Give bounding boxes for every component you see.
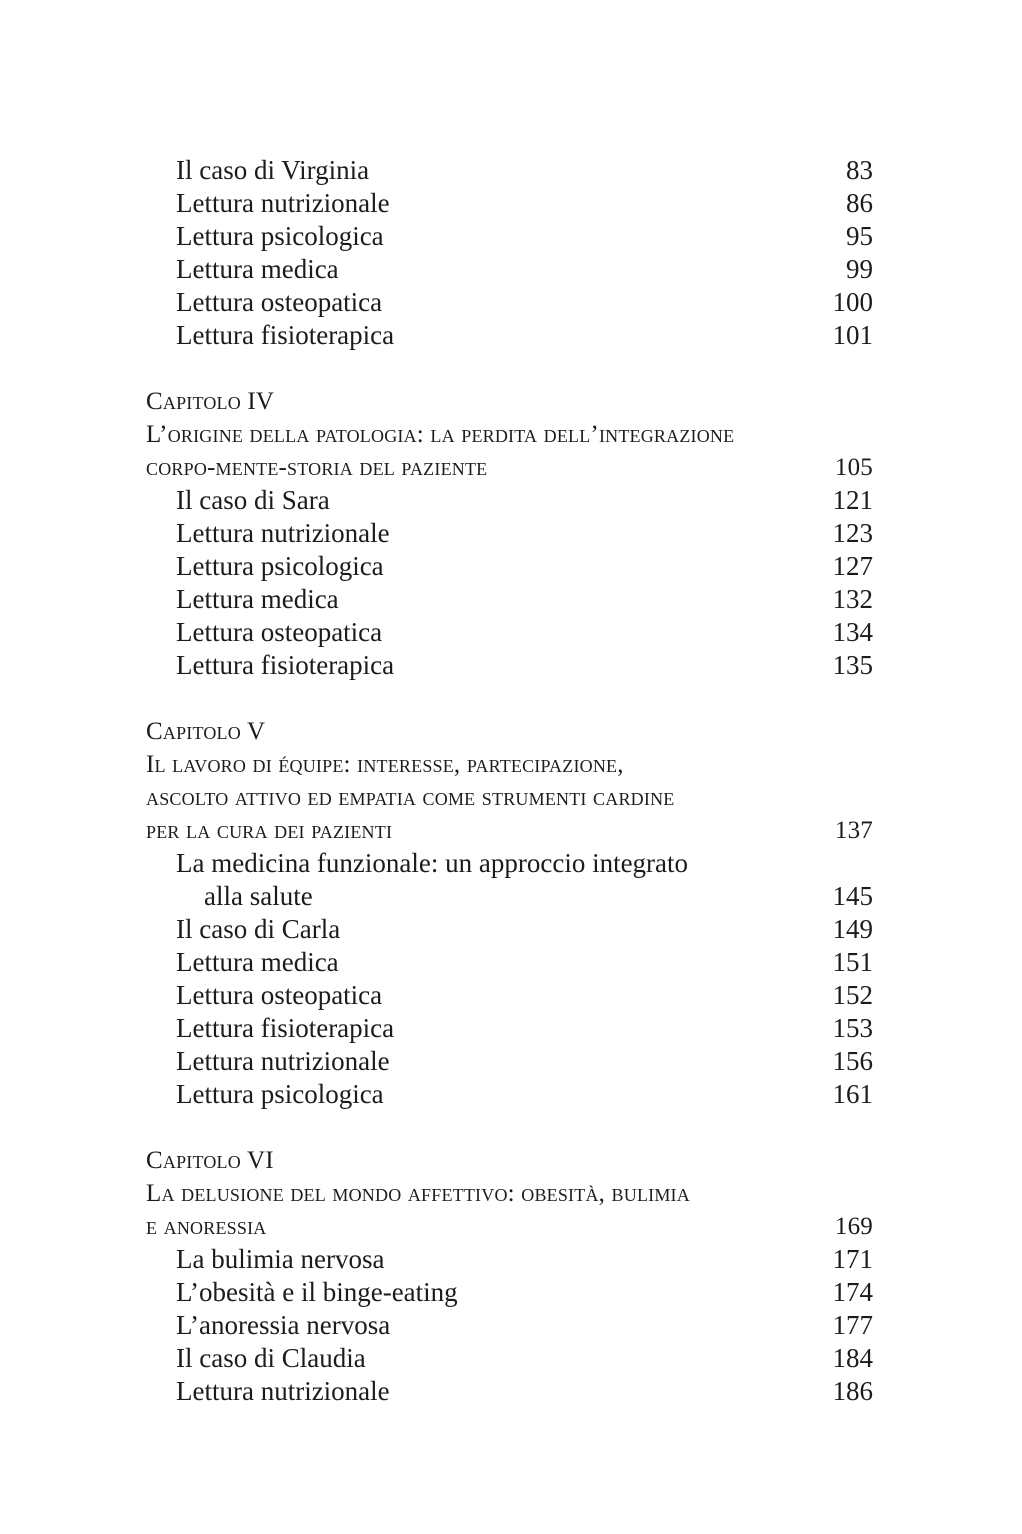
- toc-entry-title: corpo-mente-storia del paziente: [146, 454, 488, 481]
- toc-entry-title: ascolto attivo ed empatia come strumenti cardine: [146, 784, 675, 811]
- toc-entry-title: Il lavoro di équipe: interesse, partecipazione,: [146, 751, 624, 778]
- toc-entry: [146, 286, 873, 319]
- toc-page-number: 184: [832, 1343, 873, 1373]
- toc-entry: [146, 649, 873, 682]
- toc-entry: [146, 1045, 873, 1078]
- toc-entry-title: Capitolo IV: [146, 388, 275, 415]
- toc-entry: [146, 616, 873, 649]
- toc-page-number: 149: [832, 914, 873, 944]
- toc-chapter-line: [146, 748, 873, 781]
- section-gap: [146, 352, 873, 385]
- toc-entry-title: Lettura fisioterapica: [176, 1013, 395, 1043]
- toc-entry: [146, 1078, 873, 1111]
- toc-entry-title: Lettura nutrizionale: [176, 1376, 390, 1406]
- toc-entry-title: per la cura dei pazienti: [146, 817, 393, 844]
- toc-entry: [146, 583, 873, 616]
- toc-page-number: 161: [832, 1079, 873, 1109]
- toc-page-number: 171: [832, 1244, 873, 1274]
- toc-page-number: 101: [832, 320, 873, 350]
- toc-page-number: 152: [832, 980, 873, 1010]
- toc-page-number: 151: [832, 947, 873, 977]
- toc-entry-title: Lettura medica: [176, 947, 339, 977]
- toc-entry-title: Lettura nutrizionale: [176, 518, 390, 548]
- toc-entry: [146, 154, 873, 187]
- toc-entry-title: Il caso di Virginia: [176, 155, 370, 185]
- toc-entry: [146, 1309, 873, 1342]
- toc-page-number: 153: [832, 1013, 873, 1043]
- toc-chapter-line: [146, 418, 873, 451]
- toc-chapter-line: [146, 1177, 873, 1210]
- toc-page-number: 145: [832, 881, 873, 911]
- toc-entry: [146, 253, 873, 286]
- toc-page-number: 121: [832, 485, 873, 515]
- toc-entry-title: L’anoressia nervosa: [176, 1310, 391, 1340]
- toc-chapter-line: [146, 814, 873, 847]
- toc-page-number: 83: [846, 155, 873, 185]
- toc-chapter-line: [146, 1210, 873, 1243]
- toc-page-number: 137: [834, 817, 873, 844]
- toc-page-number: 86: [846, 188, 873, 218]
- toc-chapter-line: [146, 1144, 873, 1177]
- toc-entry: [146, 517, 873, 550]
- toc-entry: [146, 946, 873, 979]
- toc-entry-title: e anoressia: [146, 1213, 267, 1240]
- toc-entry-title: Il caso di Carla: [176, 914, 341, 944]
- toc-page-number: 135: [832, 650, 873, 680]
- section-gap: [146, 682, 873, 715]
- toc-chapter-line: [146, 451, 873, 484]
- toc-entry-title: Il caso di Sara: [176, 485, 330, 515]
- toc-chapter-line: [146, 781, 873, 814]
- toc-page-number: 177: [832, 1310, 873, 1340]
- toc-page-number: 132: [832, 584, 873, 614]
- toc-entry-title: La medicina funzionale: un approccio integrato: [176, 848, 689, 878]
- toc-entry-title: L’origine della patologia: la perdita dell’integrazione: [146, 421, 735, 448]
- toc-entry-title: Lettura osteopatica: [176, 980, 383, 1010]
- toc-chapter-line: [146, 385, 873, 418]
- toc-entry-title: La bulimia nervosa: [176, 1244, 385, 1274]
- toc-chapter-line: [146, 715, 873, 748]
- toc-entry: [146, 847, 873, 880]
- toc-page-number: 105: [834, 454, 873, 481]
- toc-page-number: 95: [846, 221, 873, 251]
- toc-entry: [146, 979, 873, 1012]
- toc-entry: [146, 220, 873, 253]
- toc-entry-title: La delusione del mondo affettivo: obesità, bulimia: [146, 1180, 690, 1207]
- table-of-contents: [146, 154, 873, 1408]
- toc-entry-title: Lettura psicologica: [176, 221, 384, 251]
- toc-entry-title: Lettura nutrizionale: [176, 188, 390, 218]
- toc-entry-title: Lettura nutrizionale: [176, 1046, 390, 1076]
- toc-entry: [146, 1342, 873, 1375]
- toc-page-number: 134: [832, 617, 873, 647]
- toc-entry-title: Capitolo VI: [146, 1147, 274, 1174]
- toc-page-number: 127: [832, 551, 873, 581]
- toc-entry: [146, 1243, 873, 1276]
- toc-entry: [146, 484, 873, 517]
- toc-entry: [146, 880, 873, 913]
- section-gap: [146, 1111, 873, 1144]
- toc-entry-title: Lettura medica: [176, 254, 339, 284]
- toc-page-number: 156: [832, 1046, 873, 1076]
- toc-entry: [146, 550, 873, 583]
- toc-page-number: 100: [832, 287, 873, 317]
- toc-entry: [146, 319, 873, 352]
- toc-entry-title: alla salute: [204, 881, 313, 911]
- toc-entry-title: Lettura fisioterapica: [176, 320, 395, 350]
- toc-entry-title: Lettura osteopatica: [176, 287, 383, 317]
- toc-entry-title: Il caso di Claudia: [176, 1343, 366, 1373]
- toc-entry: [146, 913, 873, 946]
- toc-entry: [146, 1276, 873, 1309]
- toc-entry-title: Lettura medica: [176, 584, 339, 614]
- toc-entry-title: Lettura fisioterapica: [176, 650, 395, 680]
- toc-page-number: 169: [834, 1213, 873, 1240]
- toc-entry-title: Capitolo V: [146, 718, 266, 745]
- toc-page-number: 99: [846, 254, 873, 284]
- toc-entry-title: L’obesità e il binge-eating: [176, 1277, 458, 1307]
- toc-entry: [146, 187, 873, 220]
- toc-entry: [146, 1375, 873, 1408]
- toc-entry-title: Lettura osteopatica: [176, 617, 383, 647]
- toc-page-number: 186: [832, 1376, 873, 1406]
- toc-page-number: 123: [832, 518, 873, 548]
- toc-entry: [146, 1012, 873, 1045]
- toc-entry-title: Lettura psicologica: [176, 1079, 384, 1109]
- toc-page-number: 174: [832, 1277, 873, 1307]
- toc-entry-title: Lettura psicologica: [176, 551, 384, 581]
